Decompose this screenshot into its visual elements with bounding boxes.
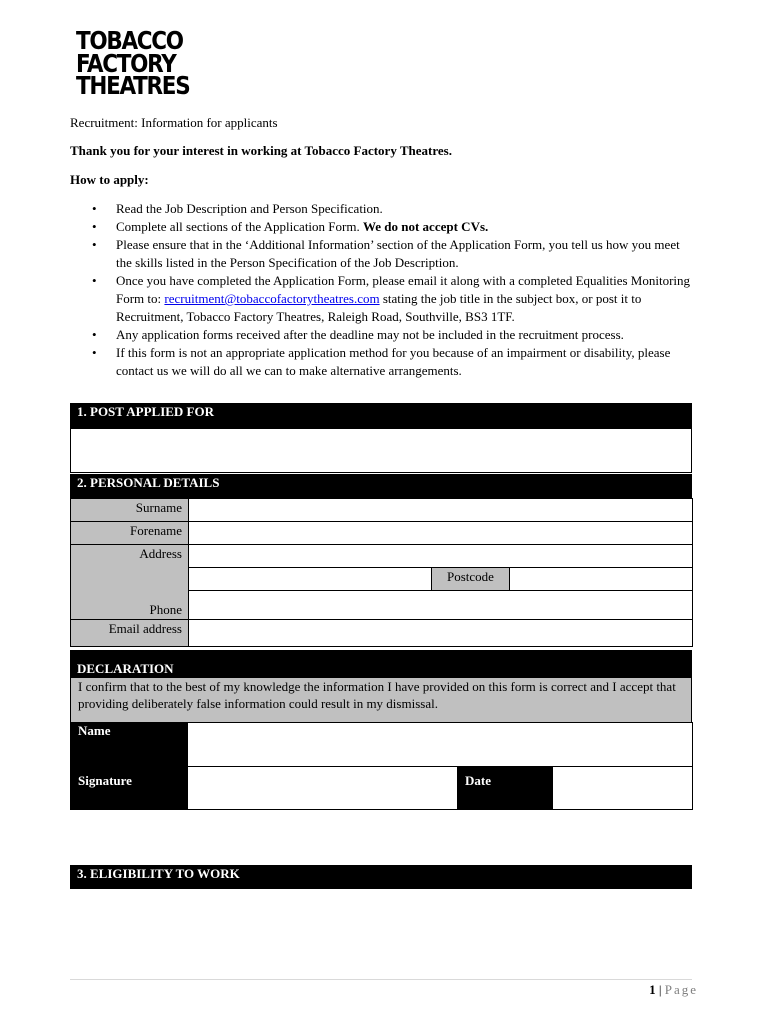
section-heading: 3. ELIGIBILITY TO WORK [70, 865, 692, 889]
declaration-section [70, 650, 692, 810]
step-text: Please ensure that in the ‘Additional Information’ section of the Application Form, you tell us how you meet the skills listed in the Person Specification of the Job Description. [116, 237, 680, 270]
date-label: Date [458, 767, 553, 810]
how-to-apply-heading: How to apply: [70, 172, 149, 187]
surname-field[interactable] [189, 499, 693, 522]
eligibility-section [70, 865, 692, 889]
name-label: Name [71, 723, 188, 767]
applicant-information [70, 114, 692, 380]
step-text: Once you have completed the Application Form, please email it along with a completed Equalities Monitoring Form to: [116, 273, 691, 306]
page-word: Page [664, 982, 698, 997]
step-text: Complete all sections of the Application Form. [116, 219, 363, 234]
postcode-label: Postcode [432, 568, 510, 591]
logo-line-1: TOBACCO [76, 26, 183, 55]
address-label: Address [71, 545, 189, 591]
list-item [70, 344, 692, 380]
declaration-table [70, 722, 693, 810]
list-item [70, 272, 692, 326]
step-text: stating the job title in the subject box, or post it to Recruitment, Tobacco Factory Theatres, Raleigh Road, Southville, BS3 1TF. [116, 291, 642, 324]
signature-label: Signature [71, 767, 188, 810]
email-label: Email address [71, 620, 189, 647]
address-line-2-field[interactable] [189, 568, 432, 591]
application-steps-list [70, 200, 692, 380]
date-field[interactable] [553, 767, 693, 810]
list-item [70, 236, 692, 272]
page-separator: | [655, 982, 665, 997]
phone-field[interactable] [189, 591, 693, 620]
page-number [649, 982, 698, 998]
postcode-field[interactable] [510, 568, 693, 591]
footer-divider [70, 979, 692, 980]
step-text: Read the Job Description and Person Specification. [116, 201, 383, 216]
logo-line-3: THEATRES [76, 71, 190, 100]
list-item [70, 218, 692, 236]
post-applied-section [70, 403, 692, 473]
recruitment-email-link[interactable]: recruitment@tobaccofactorytheatres.com [164, 291, 380, 306]
email-field[interactable] [189, 620, 693, 647]
page-number-value: 1 [649, 982, 656, 997]
tobacco-factory-theatres-logo [76, 26, 190, 100]
post-applied-field[interactable] [70, 427, 692, 473]
signature-field[interactable] [188, 767, 458, 810]
address-line-1-field[interactable] [189, 545, 693, 568]
declaration-statement: I confirm that to the best of my knowledge the information I have provided on this form is correct and I accept that providing deliberately false information could result in my dismissal. [70, 678, 692, 722]
section-heading: 1. POST APPLIED FOR [70, 403, 692, 427]
name-field[interactable] [188, 723, 693, 767]
list-item [70, 200, 692, 218]
personal-details-section [70, 474, 692, 647]
section-heading: 2. PERSONAL DETAILS [70, 474, 692, 498]
document-subtitle: Recruitment: Information for applicants [70, 115, 278, 130]
thank-you-heading: Thank you for your interest in working at Tobacco Factory Theatres. [70, 143, 452, 158]
surname-label: Surname [71, 499, 189, 522]
forename-field[interactable] [189, 522, 693, 545]
forename-label: Forename [71, 522, 189, 545]
no-cvs-note: We do not accept CVs. [362, 219, 489, 234]
step-text: If this form is not an appropriate application method for you because of an impairment or disability, please contact us we will do all we can to make alternative arrangements. [116, 345, 671, 378]
phone-label: Phone [71, 591, 189, 620]
step-text: Any application forms received after the deadline may not be included in the recruitment process. [116, 327, 624, 342]
list-item [70, 326, 692, 344]
section-heading: DECLARATION [70, 650, 692, 678]
personal-details-table [70, 498, 693, 647]
logo-line-2: FACTORY [76, 48, 176, 78]
